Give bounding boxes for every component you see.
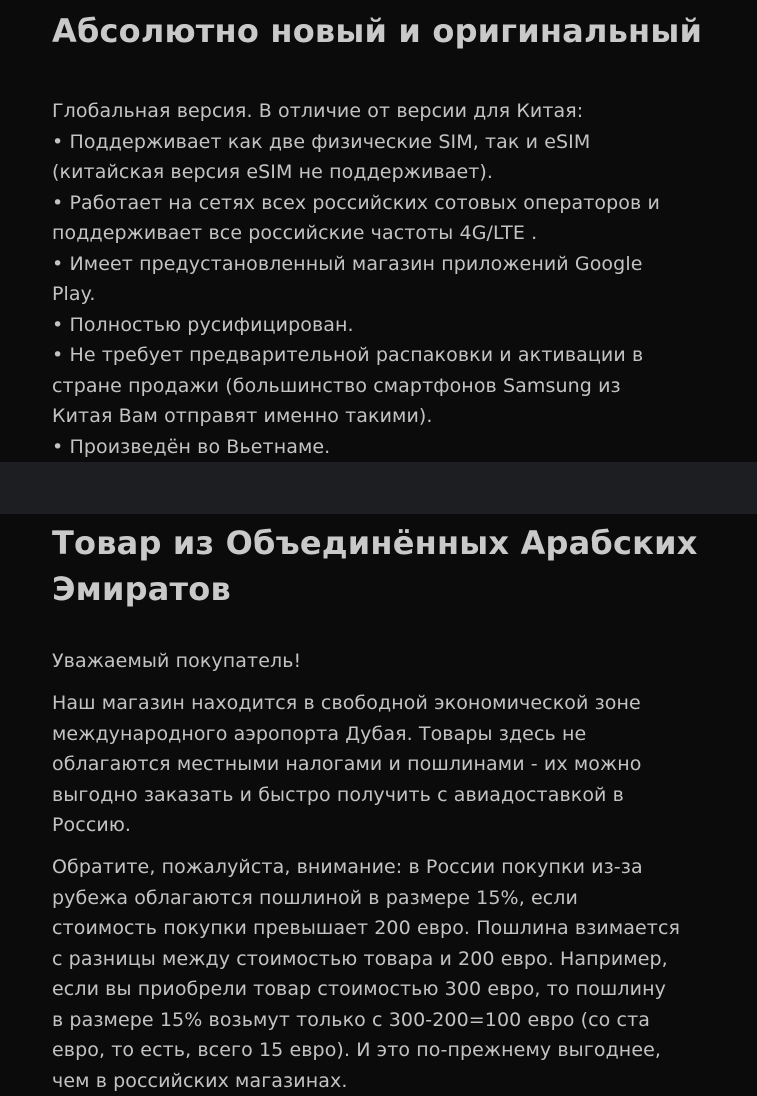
paragraph-line: с разницы между стоимостью товара и 200 евро. Например, bbox=[52, 944, 732, 975]
paragraph-line: стоимость покупки превышает 200 евро. Пошлина взимается bbox=[52, 913, 732, 944]
title-line: Товар из Объединённых Арабских bbox=[52, 520, 732, 566]
paragraph-line: рубежа облагаются пошлиной в размере 15%, если bbox=[52, 883, 732, 914]
customs-notice-paragraph bbox=[52, 852, 732, 1096]
title-line: Эмиратов bbox=[52, 566, 732, 612]
paragraph-line: Обратите, пожалуйста, внимание: в России покупки из-за bbox=[52, 852, 732, 883]
feature-line: • Произведён во Вьетнаме. bbox=[52, 432, 732, 463]
paragraph-line: в размере 15% возьмут только с 300-200=100 евро (со ста bbox=[52, 1005, 732, 1036]
feature-line: • Поддерживает как две физические SIM, так и eSIM bbox=[52, 127, 732, 158]
paragraph-line: облагаются местными налогами и пошлинами - их можно bbox=[52, 749, 732, 780]
paragraph-line: Россию. bbox=[52, 810, 732, 841]
feature-line: • Не требует предварительной распаковки и активации в bbox=[52, 340, 732, 371]
greeting-paragraph bbox=[52, 646, 732, 677]
store-info-paragraph bbox=[52, 688, 732, 841]
product-description bbox=[52, 96, 732, 462]
paragraph-line: чем в российских магазинах. bbox=[52, 1066, 732, 1096]
section-title bbox=[52, 520, 732, 612]
greeting-text: Уважаемый покупатель! bbox=[52, 646, 732, 677]
feature-line: поддерживает все российские частоты 4G/LTE . bbox=[52, 218, 732, 249]
feature-line: (китайская версия eSIM не поддерживает). bbox=[52, 157, 732, 188]
product-condition-section bbox=[0, 0, 757, 462]
feature-line: Play. bbox=[52, 279, 732, 310]
description-line: Глобальная версия. В отличие от версии для Китая: bbox=[52, 96, 732, 127]
paragraph-line: Наш магазин находится в свободной экономической зоне bbox=[52, 688, 732, 719]
feature-line: • Полностью русифицирован. bbox=[52, 310, 732, 341]
section-divider bbox=[0, 462, 757, 514]
feature-line: • Имеет предустановленный магазин приложений Google bbox=[52, 249, 732, 280]
paragraph-line: евро, то есть, всего 15 евро). И это по-прежнему выгоднее, bbox=[52, 1035, 732, 1066]
feature-line: стране продажи (большинство смартфонов Samsung из bbox=[52, 371, 732, 402]
paragraph-line: международного аэропорта Дубая. Товары здесь не bbox=[52, 719, 732, 750]
paragraph-line: выгодно заказать и быстро получить с авиадоставкой в bbox=[52, 780, 732, 811]
section-title: Абсолютно новый и оригинальный bbox=[52, 8, 702, 54]
uae-origin-section bbox=[0, 514, 757, 1090]
paragraph-line: если вы приобрели товар стоимостью 300 евро, то пошлину bbox=[52, 974, 732, 1005]
feature-line: • Работает на сетях всех российских сотовых операторов и bbox=[52, 188, 732, 219]
feature-line: Китая Вам отправят именно такими). bbox=[52, 401, 732, 432]
